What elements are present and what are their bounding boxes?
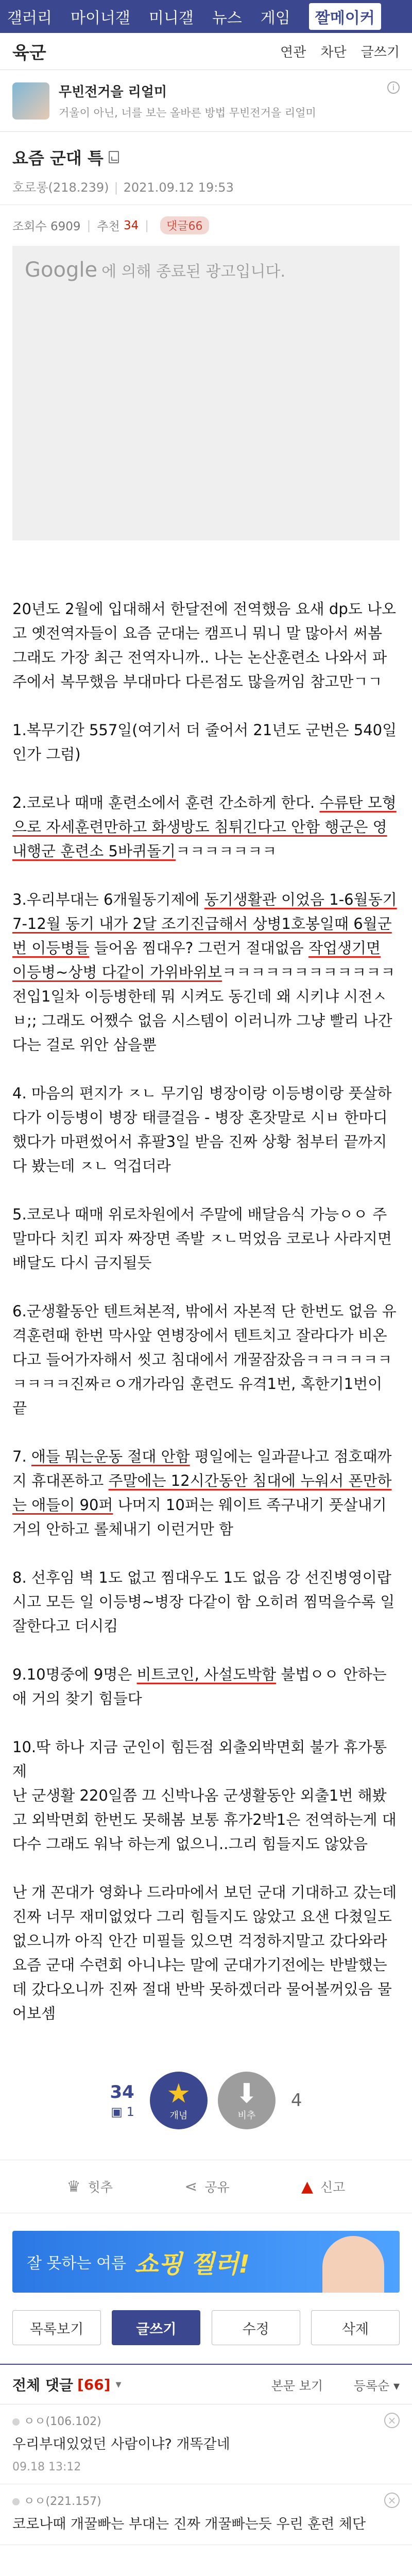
post-title <box>12 145 400 169</box>
thumb-down-icon: ⬇ <box>235 2078 258 2109</box>
hit-recommend-button[interactable] <box>67 2177 113 2196</box>
google-ad-message <box>12 246 400 282</box>
post-stats: 조회수 6909 | 추천 34 | 댓글66 <box>0 205 412 234</box>
paragraph-6: 5.코로나 때매 위로차원에서 주말에 배달음식 가능ㅇㅇ 주말마다 치킨 피자 짜장면 족발 ㅈㄴ먹었음 코로나 사라지면 배달도 다시 금지될듯 <box>12 1206 392 1272</box>
comment-date: 09.18 13:12 <box>12 2461 81 2473</box>
shop-main: 쇼핑 찔러! <box>134 2249 250 2279</box>
ad-subtitle: 거울이 아닌, 너를 보는 올바른 방법 무빈전거을 리얼미 <box>59 107 316 119</box>
recommend-count: 34 <box>124 218 139 232</box>
paragraph-8 <box>12 1445 400 1541</box>
bottom-buttons <box>0 2310 412 2345</box>
p8-text-b: 평일에는 일과끝나고 점호때까지 휴대폰하고 <box>12 1448 392 1489</box>
report-button[interactable] <box>301 2177 345 2196</box>
p8-text-a: 7. <box>12 1448 31 1465</box>
ad-title: 무빈전거을 리얼미 <box>59 84 167 100</box>
comment-item <box>0 2484 412 2545</box>
comments-header <box>0 2364 412 2404</box>
google-ad-text: 에 의해 종료된 광고입니다. <box>101 263 285 281</box>
post-header <box>0 132 412 205</box>
sort-order-select[interactable]: 등록순 ▾ <box>353 2378 400 2393</box>
share-button[interactable] <box>184 2177 229 2196</box>
view-body-button[interactable]: 본문 보기 <box>271 2378 323 2393</box>
nav-minor-gallery[interactable]: 마이너갤 <box>70 9 130 27</box>
share-label: 공유 <box>204 2180 230 2195</box>
post-meta: 호로롱(218.239) | 2021.09.12 19:53 <box>12 180 234 195</box>
up-count: 34 <box>110 2082 134 2103</box>
p3-text-a: 2.코로나 때매 훈련소에서 훈련 간소하게 한다. <box>12 794 320 811</box>
p4-text-b: 들어옴 찜대우? 그런거 절대없음 <box>89 939 308 957</box>
write-post-button[interactable]: 글쓰기 <box>112 2310 200 2345</box>
gallery-title[interactable]: 육군 <box>12 43 46 63</box>
star-icon: ★ <box>166 2078 191 2109</box>
upvote-button[interactable] <box>150 2072 208 2129</box>
gallery-header <box>0 33 412 70</box>
fixed-recommend-count: ▣ 1 <box>111 2105 134 2119</box>
up-count-wrap <box>110 2082 134 2119</box>
p4-underlined-1: 동기생활관 이었음 1-6월동기 7-12월 동기 내가 2달 조기진급해서 상병1호봉일때 6월군번 이등병들 <box>12 891 397 957</box>
downvote-label: 비추 <box>237 2110 256 2121</box>
p3-underlined: 수류탄 모형으로 자세훈련만하고 화생방도 침튀긴다고 안함 행군은 영내행군 훈련소 5바퀴돌기 <box>12 794 397 860</box>
downvote-button[interactable] <box>218 2072 276 2129</box>
chevron-down-icon[interactable]: ▾ <box>115 2378 122 2391</box>
ad-thumbnail <box>12 82 49 120</box>
close-icon[interactable]: × <box>384 2493 400 2508</box>
related-button[interactable]: 연관 <box>280 45 306 60</box>
siren-icon: ▲ <box>301 2177 314 2196</box>
shopping-banner[interactable] <box>12 2231 400 2293</box>
paragraph-10 <box>12 1663 400 1711</box>
info-icon[interactable]: i <box>387 81 400 94</box>
google-logo: Google <box>25 258 98 282</box>
avatar <box>12 2418 20 2426</box>
p8-underlined-1: 애들 뭐는운동 절대 안함 <box>31 1448 190 1465</box>
post-body <box>0 540 412 2026</box>
p8-text-c: 나머지 10퍼는 웨이트 족구내기 풋살내기 거의 안하고 롤체내기 이런거만 함 <box>12 1496 387 1538</box>
share-icon: ⋖ <box>184 2177 198 2196</box>
nav-gallery[interactable]: 갤러리 <box>7 9 52 27</box>
edit-button[interactable]: 수정 <box>212 2310 300 2345</box>
paragraph-4 <box>12 888 400 1057</box>
comments-controls <box>258 2376 400 2394</box>
recommend-label: 추천 <box>97 220 120 233</box>
paragraph-3 <box>12 791 400 863</box>
paragraph-12: 난 개 꼰대가 영화나 드라마에서 보던 군대 기대하고 갔는데 진짜 너무 재미없었다 그리 힘들지도 않았고 요샌 다쳤일도 없으니까 아직 안간 미필들 있으면 걱정하지말고 갔다와라 요즘 군대 수련회 아니냐는 말에 군대가기전에는 반발했는데 갔다오니까 진짜 절대 반박 못하겠더라 물어볼꺼있음 물어보셈 <box>12 1884 397 2022</box>
p4-text-c: ㅋㅋㅋㅋㅋㅋㅋㅋㅋㅋㅋㅋ전입1일차 이등병한테 뭐 시켜도 동긴데 왜 시키냐 시전ㅅㅂ;; 그래도 어쨌수 없음 시스템이 이러니까 그냥 빨리 나간다는 걸로 위안 삼을뿐 <box>12 963 396 1054</box>
p8-underlined-2: 주말에는 12시간동안 침대에 누워서 폰만하는 애들이 90퍼 <box>12 1472 392 1514</box>
nav-news[interactable]: 뉴스 <box>212 9 242 27</box>
post-datetime: 2021.09.12 19:53 <box>123 180 234 195</box>
crown-icon: ♛ <box>66 2177 81 2196</box>
nav-mini-gallery[interactable]: 미니갤 <box>148 9 194 27</box>
ad-text <box>59 81 316 120</box>
paragraph-7: 6.군생활동안 텐트쳐본적, 밖에서 자본적 단 한번도 없음 유격훈련때 한번 막사앞 연병장에서 텐트치고 잘라다가 비온다고 들어가자해서 씻고 침대에서 개꿀잠잤음ㅋㅋㅋㅋㅋㅋㅋㅋㅋㅋ진짜ㄹㅇ개가라임 훈련도 유격1번, 혹한기1번이 끝 <box>12 1302 397 1417</box>
paragraph-5: 4. 마음의 편지가 ㅈㄴ 무기임 병장이랑 이등병이랑 풋살하다가 이등병이 병장 태클걸음 - 병장 혼잣말로 시ㅂ 한마디 했다가 마편썼어서 휴팔3일 받음 진짜 상황 첨부터 끝까지 다 봤는데 ㅈㄴ 억겁더라 <box>12 1084 392 1175</box>
p3-text-b: ㅋㅋㅋㅋㅋㅋㅋ <box>176 842 277 860</box>
post-author[interactable]: 호로롱(218.239) <box>12 180 109 195</box>
model-image <box>322 2236 384 2293</box>
ad-banner[interactable] <box>0 70 412 132</box>
comment-author[interactable]: ㅇㅇ(221.157) <box>12 2493 400 2509</box>
comment-author[interactable]: ㅇㅇ(106.102) <box>12 2413 400 2429</box>
upvote-label: 개념 <box>169 2110 188 2121</box>
block-button[interactable]: 차단 <box>320 45 347 60</box>
close-icon[interactable]: × <box>384 2413 400 2428</box>
write-button[interactable]: 글쓰기 <box>360 45 400 60</box>
comment-text: 우리부대있었던 사람이냐? 개똑같네 <box>12 2436 230 2452</box>
p10-text-b: 불법ㅇㅇ 안하는애 거의 찾기 힘들다 <box>12 1666 387 1707</box>
nav-game[interactable]: 게임 <box>260 9 290 27</box>
paragraph-9: 8. 선후임 벽 1도 없고 찜대우도 1도 없음 강 선진병영이랍시고 모든 일 이등병~병장 다같이 함 오히려 찜먹을수록 일 잘한다고 더시킴 <box>12 1569 395 1635</box>
report-label: 신고 <box>320 2180 346 2195</box>
paragraph-2: 1.복무기간 557일(여기서 더 줄어서 21년도 군번은 540일인가 그럼) <box>12 721 397 763</box>
vote-area <box>0 2062 412 2139</box>
p4-underlined-2: 작업생기면 이등병~상병 다같이 가위바위보 <box>12 939 381 981</box>
top-nav <box>0 0 412 33</box>
down-count: 4 <box>290 2090 302 2111</box>
post-actions <box>0 2160 412 2213</box>
list-button[interactable]: 목록보기 <box>12 2310 101 2345</box>
post-title-text: 요즘 군대 특 <box>12 148 104 168</box>
hit-label: 힛추 <box>88 2180 113 2195</box>
p10-underlined: 비트코인, 사설도박함 <box>136 1666 277 1683</box>
delete-button[interactable]: 삭제 <box>311 2310 400 2345</box>
paragraph-1: 20년도 2월에 입대해서 한달전에 전역했음 요새 dp도 나오고 옛전역자들이 요즘 군대는 캠프니 뭐니 말 많아서 써봄 그래도 가장 최근 전역자니까.. 나는 논산훈련소 나와서 파주에서 복무했음 부대마다 다른점도 많을꺼임 참고만ㄱㄱ <box>12 600 396 690</box>
view-count: 조회수 6909 <box>12 220 81 233</box>
nav-meme-maker[interactable]: 짤메이커 <box>309 3 381 30</box>
paragraph-11: 10.딱 하나 지금 군인이 힘든점 외출외박면회 불가 휴가통제 난 군생활 220일쯤 끄 신박나옴 군생활동안 외출1번 해봤고 외박면회 한번도 못해봄 보통 휴가2박1은 전역하는게 대다수 그래도 워낙 하는게 없으니..그리 힘들지도 않았음 <box>12 1738 397 1853</box>
image-icon <box>109 151 119 163</box>
comment-item <box>0 2404 412 2484</box>
comment-count-badge[interactable]: 댓글66 <box>160 216 209 234</box>
p10-text-a: 9.10명중에 9명은 <box>12 1666 137 1683</box>
comments-title: 전체 댓글 <box>12 2377 73 2394</box>
shop-sub: 잘 못하는 여름 <box>27 2255 126 2273</box>
avatar <box>12 2498 20 2505</box>
comment-text: 코로나때 개꿀빠는 부대는 진짜 개꿀빠는듯 우린 훈련 체단 <box>12 2516 366 2532</box>
google-ad-placeholder <box>12 246 400 540</box>
comments-count: [66] <box>77 2376 111 2393</box>
p4-text-a: 3.우리부대는 6개월동기제에 <box>12 891 204 908</box>
